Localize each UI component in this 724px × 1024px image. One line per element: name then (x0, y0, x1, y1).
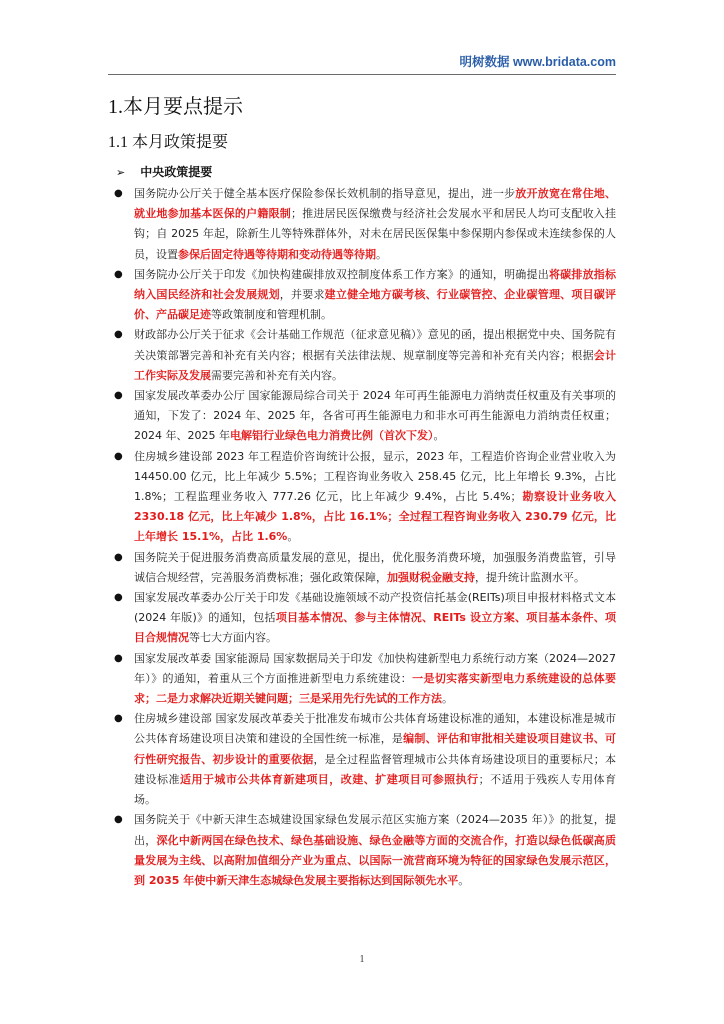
item-text: 。 (287, 530, 299, 544)
policy-item (108, 184, 616, 265)
section-heading (116, 163, 212, 180)
policy-list (108, 184, 616, 891)
item-text: 等政策制度和管理机制。 (211, 308, 332, 322)
highlighted-text: 项目基本情况、参与主体情况、REITs 设立方案、项目基本条件、项目合规情况 (134, 611, 617, 645)
item-text: 。 (376, 247, 387, 261)
bullet-icon: ● (114, 713, 123, 725)
highlighted-text: 适用于城市公共体育新建项目，改建、扩建项目可参照执行 (179, 772, 479, 786)
policy-item (108, 325, 616, 386)
item-text: 国务院关于《中新天津生态城建设国家绿色发展示范区实施方案（2024—2035 年）》的批复，提出， (134, 813, 616, 847)
brand-logo-text: 明树数据 www.bridata.com (459, 55, 616, 69)
item-text: 住房城乡建设部 2023 年工程造价咨询统计公报，显示，2023 年，工程造价咨询企业营业收入为 14450.00 亿元，比上年减少 5.5%；工程咨询业务收入 258.45 亿元，比上年增长 9.3%，占比 1.8%；工程监理业务收入 777.26 亿元，比上年减少 9.4%，占比 5.4%； (134, 449, 616, 504)
highlighted-text: 编制、评估和审批相关建设项目建议书、可行性研究报告、初步设计的重要依据 (134, 732, 617, 766)
item-text: 。 (458, 873, 470, 887)
policy-item (108, 265, 616, 326)
bullet-icon: ● (114, 268, 123, 280)
item-text: ，提升统计监测水平。 (475, 570, 585, 584)
item-text: 等七大方面内容。 (189, 631, 277, 645)
policy-item (108, 386, 616, 447)
policy-item (108, 709, 616, 810)
item-text: 国务院办公厅关于印发《加快构建碳排放双控制度体系工作方案》的通知，明确提出 (134, 267, 549, 281)
policy-item (108, 447, 616, 548)
item-text: ；不适用于残疾人专用体育场。 (134, 772, 617, 807)
arrow-bullet-icon: ➢ (116, 166, 126, 179)
highlighted-text: 深化中新两国在绿色技术、绿色基础设施、绿色金融等方面的交流合作，打造以绿色低碳高质量发展为主线、以高附加值细分产业为重点、以国际一流营商环境为特征的国家绿色发展示范区，到 2035 年使中新天津生态城绿色发展主要指标达到国际领先水平 (134, 833, 617, 887)
bullet-icon: ● (114, 390, 123, 402)
bullet-icon: ● (114, 188, 123, 199)
highlighted-text: 电解铝行业绿色电力消费比例（首次下发） (229, 429, 434, 443)
bullet-icon: ● (114, 551, 123, 563)
highlighted-text: 将碳排放指标纳入国民经济和社会发展规划 (134, 267, 617, 302)
highlighted-text: 会计工作实际及发展 (134, 348, 617, 382)
item-text: ，是全过程监督管理城市公共体育场建设项目的重要标尺；本建设标准 (134, 752, 617, 786)
item-text: 国家发展改革委办公厅 国家能源局综合司关于 2024 年可再生能源电力消纳责任权重及有关事项的通知，下发了：2024 年、2025 年，各省可再生能源电力和非水可再生能源电力消纳责任权重；2024 年、2025 年 (134, 389, 616, 443)
item-text: 。 (442, 692, 453, 706)
item-text: 国务院关于促进服务消费高质量发展的意见，提出，优化服务消费环境，加强服务消费监管，引导诚信合规经营，完善服务消费标准；强化政策保障， (134, 550, 616, 584)
bullet-icon: ● (114, 814, 123, 826)
bullet-icon: ● (114, 329, 123, 341)
item-text: 国家发展改革委 国家能源局 国家数据局关于印发《加快构建新型电力系统行动方案（2024—2027 年）》的通知，着重从三个方面推进新型电力系统建设： (134, 651, 616, 685)
item-text: ，并要求 (279, 288, 325, 302)
policy-item (108, 588, 616, 649)
page-header (108, 48, 616, 75)
item-text: 国家发展改革委办公厅关于印发《基础设施领域不动产投资信托基金(REITs)项目申报材料格式文本(2024 年版)》的通知，包括 (134, 591, 616, 625)
bullet-icon: ● (114, 652, 123, 664)
policy-item (108, 548, 616, 588)
item-text: 住房城乡建设部 国家发展改革委关于批准发布城市公共体育场建设标准的通知，本建设标准是城市公共体育场建设项目决策和建设的全国性统一标准，是 (134, 712, 616, 746)
policy-item (108, 810, 616, 891)
highlighted-text: 勘察设计业务收入 2330.18 亿元，比上年减少 1.8%，占比 16.1%；全过程工程咨询业务收入 230.79 亿元，比上年增长 15.1%，占比 1.6% (134, 490, 617, 544)
highlighted-text: 放开放宽在常住地、就业地参加基本医保的户籍限制 (134, 187, 617, 221)
item-text: 需要完善和补充有关内容。 (211, 368, 343, 382)
section-heading-text: 中央政策提要 (140, 165, 213, 179)
highlighted-text: 一是切实落实新型电力系统建设的总体要求；二是力求解决近期关键问题；三是采用先行先试的工作方法 (134, 671, 617, 706)
bullet-icon: ● (114, 450, 123, 462)
section-subtitle: 1.1 本月政策提要 (108, 134, 229, 151)
item-text: 财政部办公厅关于征求《会计基础工作规范（征求意见稿）》意见的函，提出根据党中央、国务院有关决策部署完善和补充有关内容；根据有关法律法规、规章制度等完善和补充有关内容；根据 (134, 328, 616, 362)
item-text: 国务院办公厅关于健全基本医疗保险参保长效机制的指导意见，提出，进一步 (134, 187, 516, 200)
page-title: 1.本月要点提示 (108, 96, 243, 118)
bullet-icon: ● (114, 592, 123, 604)
page-number: 1 (359, 954, 365, 965)
highlighted-text: 建立健全地方碳考核、行业碳管控、企业碳管理、项目碳评价、产品碳足迹 (134, 288, 617, 322)
item-text: 。 (433, 429, 445, 443)
policy-item (108, 649, 616, 710)
item-text: ；推进居民医保缴费与经济社会发展水平和居民人均可支配收入挂钩；自 2025 年起，除新生儿等特殊群体外，对未在居民医保集中参保期内参保或未连续参保的人员，设置 (134, 207, 616, 261)
highlighted-text: 加强财税金融支持 (387, 570, 475, 584)
highlighted-text: 参保后固定待遇等待期和变动待遇等待期 (178, 247, 376, 261)
